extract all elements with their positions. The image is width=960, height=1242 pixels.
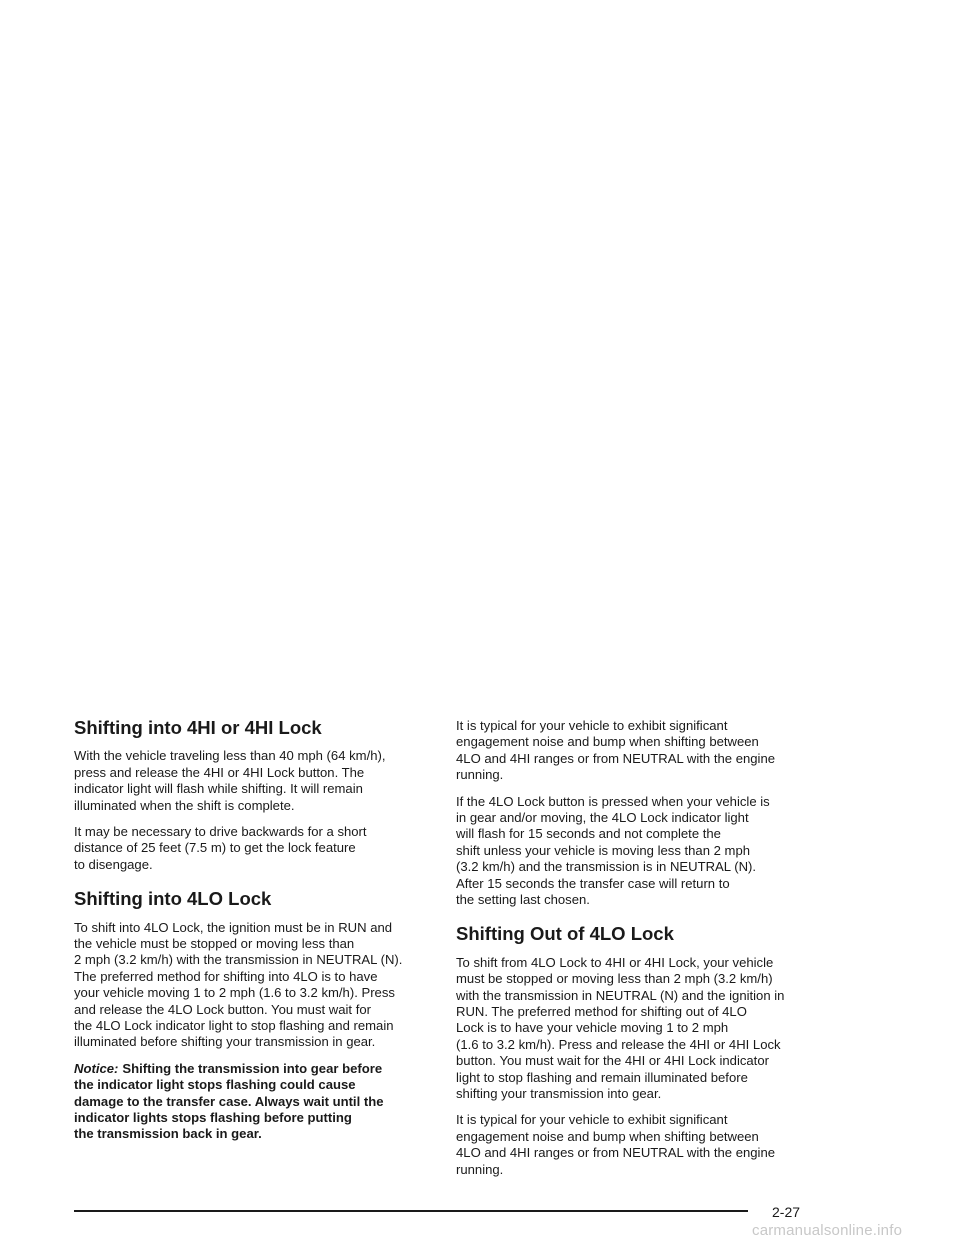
paragraph-engagement-noise-2: It is typical for your vehicle to exhibit significant engagement noise and bump when shifting between 4LO and 4HI ranges or from NEUTRAL with the engine running. (456, 1112, 776, 1177)
paragraph-4lo-button-moving: If the 4LO Lock button is pressed when your vehicle is in gear and/or moving, the 4LO Lock indicator light will flash for 15 seconds and not complete the shift unless your vehicle is moving less than 2 mph (3.2 km/h) and the transmission is in NEUTRAL (N). After 15 seconds the transfer case will return to the setting last chosen. (456, 793, 770, 908)
paragraph-drive-backwards: It may be necessary to drive backwards for a short distance of 25 feet (7.5 m) to get the lock feature to disengage. (74, 823, 367, 872)
page-number: 2-27 (772, 1204, 801, 1220)
watermark-text: carmanualsonline.info (752, 1222, 903, 1239)
left-column (74, 718, 446, 1153)
notice-text: Shifting the transmission into gear before the indicator light stops flashing could cause damage to the transfer case. Always wait until the indicator lights stops flashing before putting the transmission back in gear. (74, 1060, 384, 1142)
paragraph-shift-out-4lo: To shift from 4LO Lock to 4HI or 4HI Lock, your vehicle must be stopped or moving less than 2 mph (3.2 km/h) with the transmission in NEUTRAL (N) and the ignition in RUN. The preferred method for shifting out of 4LO Lock is to have your vehicle moving 1 to 2 mph (1.6 to 3.2 km/h). Press and release the 4HI or 4HI Lock button. You must wait for the 4HI or 4HI Lock indicator light to stop flashing and remain illuminated before shifting your transmission into gear. (456, 954, 785, 1102)
heading-shifting-4lo: Shifting into 4LO Lock (74, 888, 272, 910)
paragraph-engagement-noise: It is typical for your vehicle to exhibit significant engagement noise and bump when shifting between 4LO and 4HI ranges or from NEUTRAL with the engine running. (456, 718, 776, 783)
right-column (456, 718, 828, 1188)
heading-shifting-out-4lo: Shifting Out of 4LO Lock (456, 923, 674, 945)
heading-shifting-4hi: Shifting into 4HI or 4HI Lock (74, 717, 322, 738)
paragraph-4lo-shift: To shift into 4LO Lock, the ignition must be in RUN and the vehicle must be stopped or moving less than 2 mph (3.2 km/h) with the transmission in NEUTRAL (N). The preferred method for shifting into 4LO is to have your vehicle moving 1 to 2 mph (1.6 to 3.2 km/h). Press and release the 4LO Lock button. You must wait for the 4LO Lock indicator light to stop flashing and remain illuminated before shifting your transmission in gear. (74, 919, 403, 1050)
paragraph-4hi-shift: With the vehicle traveling less than 40 mph (64 km/h), press and release the 4HI or 4HI Lock button. The indicator light will flash while shifting. It will remain illuminated when the shift is complete. (74, 748, 386, 813)
notice-label: Notice: (74, 1060, 119, 1076)
notice-paragraph (74, 1061, 446, 1143)
footer-rule (74, 1210, 748, 1212)
